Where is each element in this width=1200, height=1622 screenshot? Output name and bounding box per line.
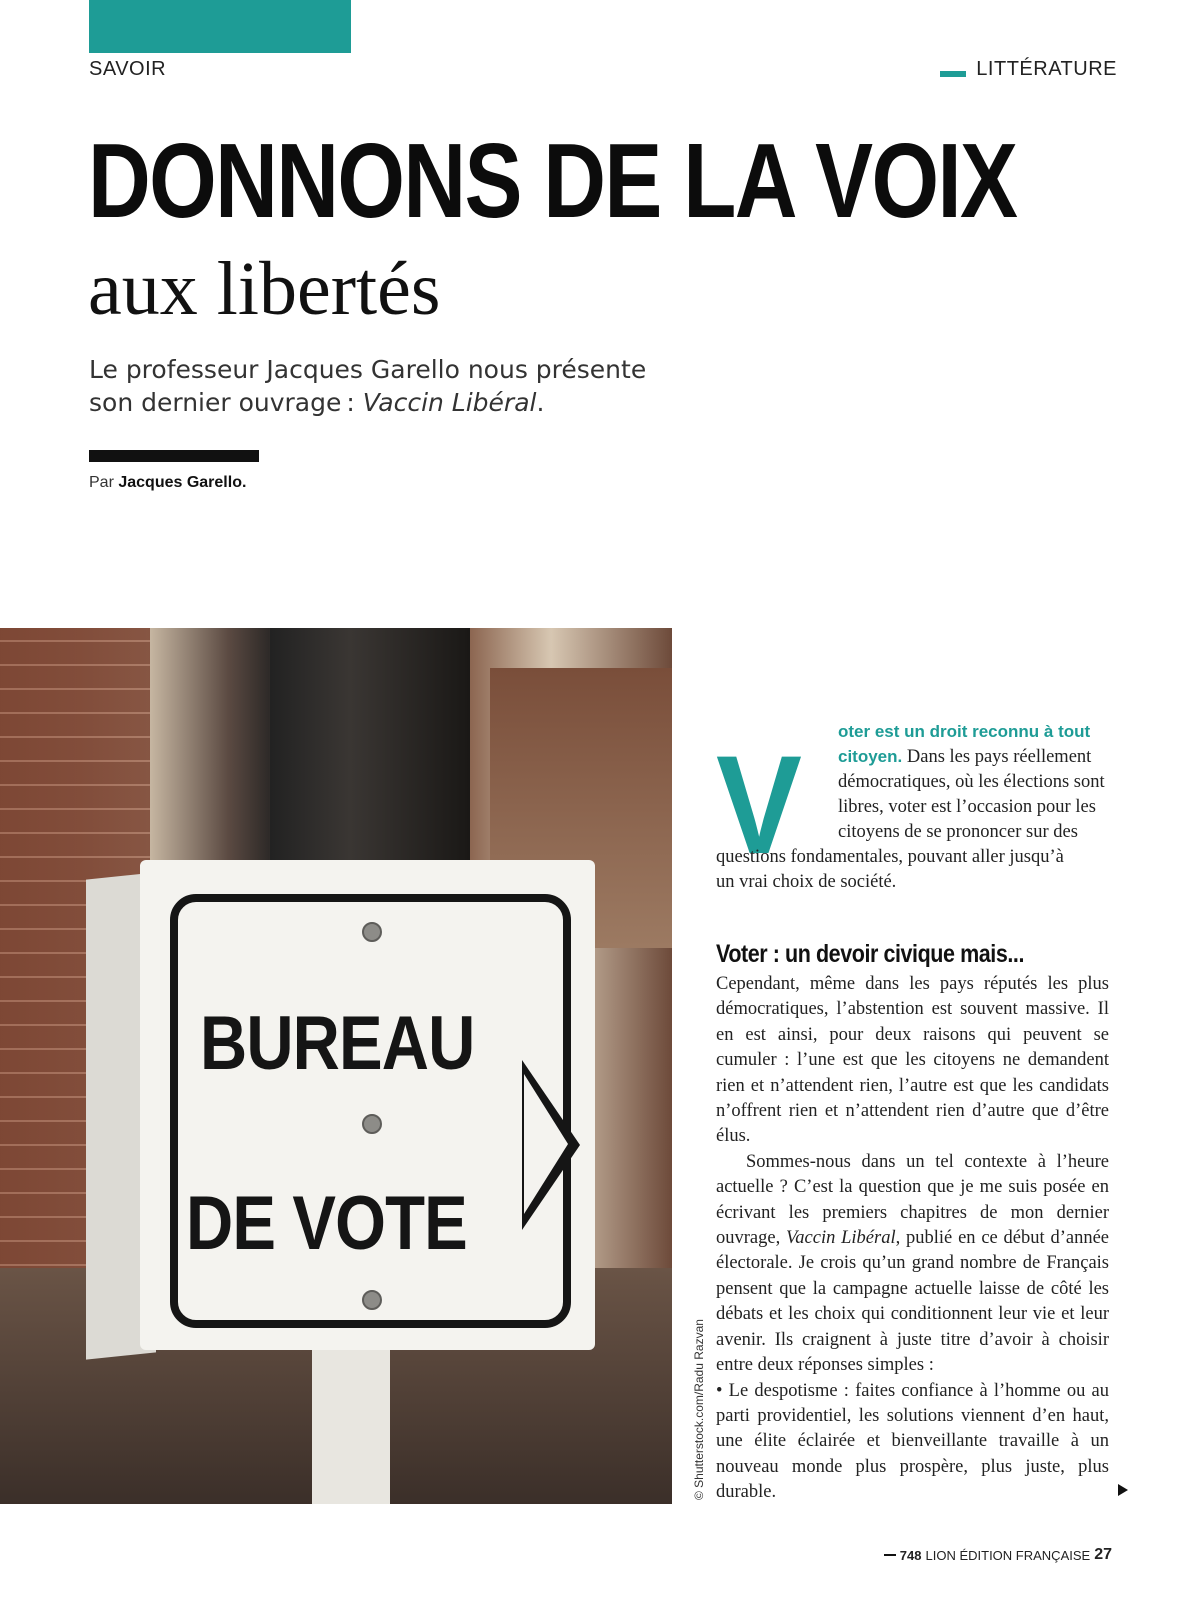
lead-line	[838, 747, 1091, 768]
section-label: SAVOIR	[89, 58, 167, 80]
article-subtitle: aux libertés	[88, 247, 441, 331]
standfirst-line-1: Le professeur Jacques Garello nous présente	[89, 355, 647, 384]
byline	[89, 474, 246, 492]
arrow-inner-icon	[524, 1074, 568, 1214]
screw-icon	[362, 1114, 382, 1134]
byline-rule	[89, 450, 259, 462]
page-footer	[884, 1546, 1112, 1564]
page-number: 27	[1094, 1546, 1112, 1563]
continue-arrow-icon	[1118, 1484, 1128, 1496]
lead-line	[838, 797, 1096, 818]
sign-post	[312, 1328, 390, 1504]
screw-icon	[362, 1290, 382, 1310]
photo-credit: © Shutterstock.com/Radu Razvan	[692, 1319, 706, 1500]
lead-line	[838, 722, 1090, 743]
section-color-bar	[89, 0, 351, 53]
lead-emphasis: citoyen.	[838, 747, 903, 766]
paragraph: • Le despotisme : faites confiance à l’homme ou au parti providentiel, les solutions viennent d’en haut, une élite éclairée et bienveillante travaille à un nouveau monde plus prospère, plus juste, plus durable.	[716, 1380, 1109, 1503]
byline-prefix: Par	[89, 474, 119, 491]
footer-dash	[884, 1554, 896, 1556]
subheading: Voter : un devoir civique mais...	[716, 940, 1025, 968]
standfirst-period: .	[536, 388, 545, 417]
lead-line	[838, 822, 1078, 843]
lead-line	[838, 772, 1105, 793]
drop-cap: V	[716, 726, 802, 883]
screw-icon	[362, 922, 382, 942]
sign-text-line-1: BUREAU	[200, 1001, 475, 1086]
byline-author: Jacques Garello.	[118, 474, 247, 491]
book-title: Vaccin Libéral	[786, 1228, 896, 1249]
category-dash	[940, 71, 966, 77]
lead-text: citoyens de se prononcer sur des	[838, 822, 1078, 842]
lead-text: Dans les pays réellement	[902, 747, 1092, 767]
voting-sign	[140, 860, 595, 1350]
paragraph: Cependant, même dans les pays réputés les plus démocratiques, l’abstention est souvent massive. Il en est ainsi, pour deux raisons qui peuvent se cumuler : l’une est que les citoyens ne demandent rien et n’attendent rien, l’autre est que les candidats n’offrent rien et n’attendent rien d’autre que d’être élus.	[716, 974, 1109, 1147]
standfirst-text: son dernier ouvrage :	[89, 388, 363, 417]
lead-emphasis: oter est un droit reconnu à tout	[838, 722, 1091, 741]
article-photo	[0, 628, 672, 1504]
issue-number: 748	[899, 1547, 922, 1563]
publication-name: LION ÉDITION FRANÇAISE	[925, 1547, 1091, 1563]
lead-text: démocratiques, où les élections sont	[838, 772, 1105, 792]
paragraph-text: Sommes-nous dans un tel contexte à l’heure actuelle ? C’est la question que je me suis posée en écrivant les premiers chapitres de mon dernier ouvrage,	[716, 1151, 1109, 1249]
standfirst-line-2	[89, 386, 709, 419]
lead-text: libres, voter est l’occasion pour les	[838, 797, 1096, 817]
paragraph-text: , publié en ce début d’année électorale. Je crois qu’un grand nombre de Français pensent que la campagne actuelle laisse de côté les débats et les choix qui conditionnent leur vie et leur avenir. Ils craignent à juste titre d’avoir à choisir entre deux réponses simples :	[716, 1228, 1109, 1376]
article-body	[716, 972, 1109, 1506]
paragraph	[716, 1150, 1109, 1379]
book-title: Vaccin Libéral	[362, 388, 537, 417]
lead-full-line: questions fondamentales, pouvant aller jusqu’à	[716, 847, 1064, 867]
category-label	[940, 58, 1117, 81]
lead-full-line: un vrai choix de société.	[716, 872, 897, 892]
sign-text-line-2: DE VOTE	[186, 1181, 467, 1266]
category-text: LITTÉRATURE	[976, 58, 1117, 80]
standfirst	[89, 353, 709, 419]
article-title: DONNONS DE LA VOIX	[88, 122, 1017, 240]
